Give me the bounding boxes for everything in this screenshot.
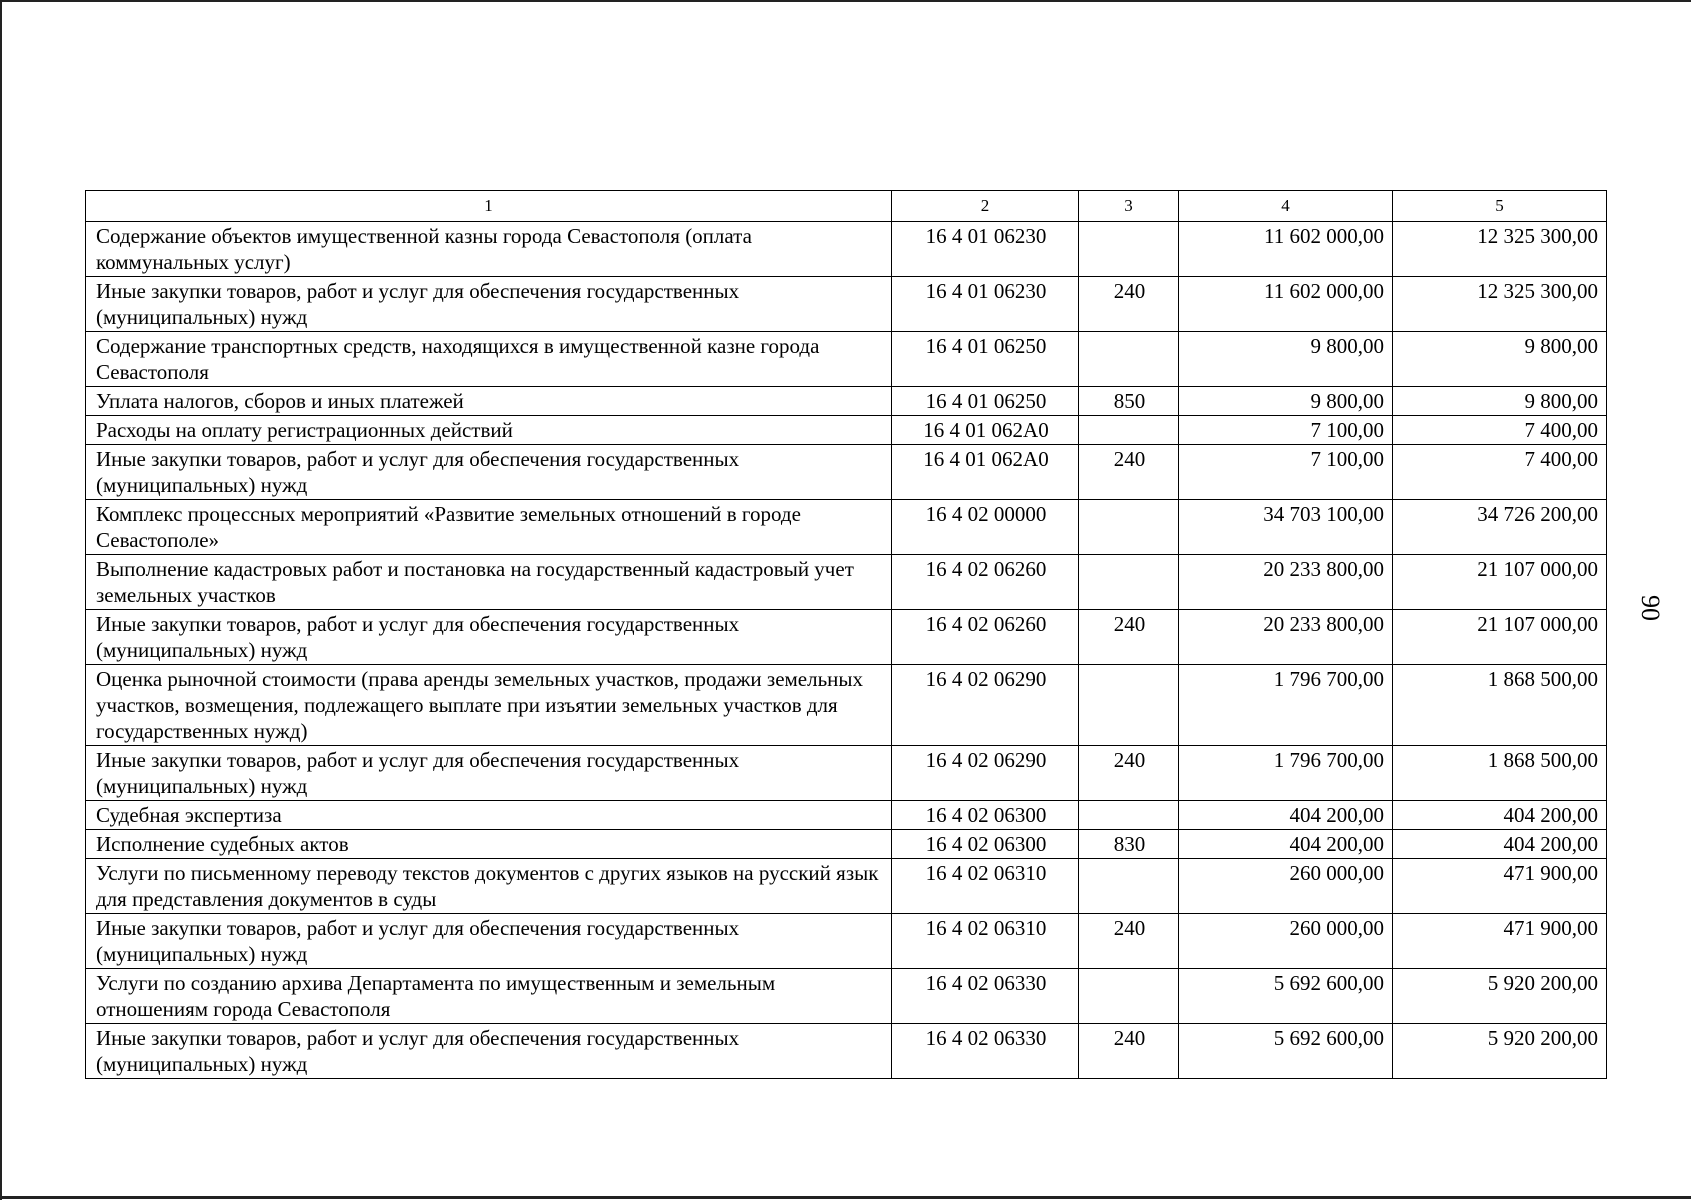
cell-amount-year-2: 7 400,00 <box>1393 416 1607 445</box>
cell-code: 16 4 02 06290 <box>892 665 1079 746</box>
cell-name: Иные закупки товаров, работ и услуг для обеспечения государственных (муниципальных) нужд <box>86 746 892 801</box>
cell-amount-year-1: 1 796 700,00 <box>1179 665 1393 746</box>
cell-expense-type: 830 <box>1079 830 1179 859</box>
table-row <box>86 416 1607 445</box>
cell-amount-year-2: 404 200,00 <box>1393 830 1607 859</box>
table-row <box>86 387 1607 416</box>
cell-code: 16 4 02 06310 <box>892 859 1079 914</box>
table-row <box>86 746 1607 801</box>
scan-edge-top <box>0 0 1691 2</box>
table-row <box>86 801 1607 830</box>
table-row <box>86 830 1607 859</box>
cell-expense-type <box>1079 416 1179 445</box>
cell-amount-year-2: 34 726 200,00 <box>1393 500 1607 555</box>
cell-amount-year-1: 9 800,00 <box>1179 387 1393 416</box>
header-col-3: 3 <box>1079 191 1179 222</box>
cell-name: Комплекс процессных мероприятий «Развитие земельных отношений в городе Севастополе» <box>86 500 892 555</box>
cell-amount-year-2: 9 800,00 <box>1393 387 1607 416</box>
cell-amount-year-2: 5 920 200,00 <box>1393 969 1607 1024</box>
cell-name: Иные закупки товаров, работ и услуг для обеспечения государственных (муниципальных) нужд <box>86 914 892 969</box>
header-col-2: 2 <box>892 191 1079 222</box>
cell-name: Иные закупки товаров, работ и услуг для обеспечения государственных (муниципальных) нужд <box>86 277 892 332</box>
cell-name: Содержание объектов имущественной казны города Севастополя (оплата коммунальных услуг) <box>86 222 892 277</box>
cell-code: 16 4 01 06250 <box>892 332 1079 387</box>
cell-name: Иные закупки товаров, работ и услуг для обеспечения государственных (муниципальных) нужд <box>86 610 892 665</box>
cell-expense-type <box>1079 969 1179 1024</box>
cell-expense-type <box>1079 555 1179 610</box>
cell-amount-year-2: 1 868 500,00 <box>1393 665 1607 746</box>
cell-code: 16 4 02 06260 <box>892 555 1079 610</box>
cell-expense-type <box>1079 859 1179 914</box>
cell-expense-type: 240 <box>1079 1024 1179 1079</box>
header-col-4: 4 <box>1179 191 1393 222</box>
cell-amount-year-1: 34 703 100,00 <box>1179 500 1393 555</box>
table-row <box>86 222 1607 277</box>
cell-amount-year-1: 260 000,00 <box>1179 859 1393 914</box>
cell-code: 16 4 01 06250 <box>892 387 1079 416</box>
cell-amount-year-1: 5 692 600,00 <box>1179 969 1393 1024</box>
cell-name: Услуги по письменному переводу текстов документов с других языков на русский язык для представления документов в суды <box>86 859 892 914</box>
cell-amount-year-1: 7 100,00 <box>1179 416 1393 445</box>
table-row <box>86 332 1607 387</box>
cell-amount-year-1: 11 602 000,00 <box>1179 222 1393 277</box>
cell-amount-year-2: 21 107 000,00 <box>1393 610 1607 665</box>
table-row <box>86 1024 1607 1079</box>
cell-expense-type <box>1079 500 1179 555</box>
cell-code: 16 4 02 06290 <box>892 746 1079 801</box>
cell-name: Судебная экспертиза <box>86 801 892 830</box>
table-body <box>86 222 1607 1079</box>
header-col-1: 1 <box>86 191 892 222</box>
cell-name: Услуги по созданию архива Департамента по имущественным и земельным отношениям города Севастополя <box>86 969 892 1024</box>
cell-amount-year-2: 5 920 200,00 <box>1393 1024 1607 1079</box>
cell-expense-type: 240 <box>1079 914 1179 969</box>
cell-code: 16 4 01 06230 <box>892 277 1079 332</box>
cell-amount-year-1: 9 800,00 <box>1179 332 1393 387</box>
cell-amount-year-1: 404 200,00 <box>1179 801 1393 830</box>
table-row <box>86 445 1607 500</box>
table-row <box>86 859 1607 914</box>
cell-code: 16 4 01 062А0 <box>892 416 1079 445</box>
cell-code: 16 4 02 06330 <box>892 1024 1079 1079</box>
cell-amount-year-2: 9 800,00 <box>1393 332 1607 387</box>
cell-amount-year-1: 1 796 700,00 <box>1179 746 1393 801</box>
budget-table <box>85 190 1607 1079</box>
cell-name: Иные закупки товаров, работ и услуг для обеспечения государственных (муниципальных) нужд <box>86 1024 892 1079</box>
cell-code: 16 4 01 062А0 <box>892 445 1079 500</box>
cell-amount-year-1: 20 233 800,00 <box>1179 555 1393 610</box>
cell-expense-type: 240 <box>1079 277 1179 332</box>
cell-expense-type: 240 <box>1079 445 1179 500</box>
cell-amount-year-1: 5 692 600,00 <box>1179 1024 1393 1079</box>
cell-expense-type <box>1079 222 1179 277</box>
cell-amount-year-1: 11 602 000,00 <box>1179 277 1393 332</box>
cell-expense-type: 850 <box>1079 387 1179 416</box>
cell-amount-year-2: 12 325 300,00 <box>1393 277 1607 332</box>
cell-amount-year-2: 21 107 000,00 <box>1393 555 1607 610</box>
cell-name: Выполнение кадастровых работ и постановка на государственный кадастровый учет земельных участков <box>86 555 892 610</box>
table-row <box>86 500 1607 555</box>
cell-amount-year-2: 7 400,00 <box>1393 445 1607 500</box>
cell-amount-year-2: 12 325 300,00 <box>1393 222 1607 277</box>
cell-amount-year-2: 471 900,00 <box>1393 914 1607 969</box>
cell-code: 16 4 02 06330 <box>892 969 1079 1024</box>
scan-edge-bottom <box>0 1196 1691 1199</box>
cell-amount-year-1: 20 233 800,00 <box>1179 610 1393 665</box>
cell-expense-type <box>1079 332 1179 387</box>
table-row <box>86 914 1607 969</box>
table-row <box>86 969 1607 1024</box>
cell-name: Содержание транспортных средств, находящихся в имущественной казне города Севастополя <box>86 332 892 387</box>
cell-code: 16 4 02 06300 <box>892 801 1079 830</box>
cell-amount-year-2: 404 200,00 <box>1393 801 1607 830</box>
cell-amount-year-1: 404 200,00 <box>1179 830 1393 859</box>
page-number: 90 <box>1636 595 1665 621</box>
cell-expense-type <box>1079 801 1179 830</box>
cell-name: Исполнение судебных актов <box>86 830 892 859</box>
cell-code: 16 4 02 00000 <box>892 500 1079 555</box>
cell-name: Иные закупки товаров, работ и услуг для обеспечения государственных (муниципальных) нужд <box>86 445 892 500</box>
cell-code: 16 4 02 06300 <box>892 830 1079 859</box>
cell-amount-year-2: 1 868 500,00 <box>1393 746 1607 801</box>
cell-name: Расходы на оплату регистрационных действий <box>86 416 892 445</box>
cell-name: Уплата налогов, сборов и иных платежей <box>86 387 892 416</box>
table-row <box>86 555 1607 610</box>
table-row <box>86 665 1607 746</box>
cell-amount-year-2: 471 900,00 <box>1393 859 1607 914</box>
cell-amount-year-1: 7 100,00 <box>1179 445 1393 500</box>
cell-expense-type: 240 <box>1079 610 1179 665</box>
cell-expense-type <box>1079 665 1179 746</box>
table-row <box>86 277 1607 332</box>
header-row <box>86 191 1607 222</box>
header-col-5: 5 <box>1393 191 1607 222</box>
scan-edge-left <box>0 0 2 1200</box>
cell-name: Оценка рыночной стоимости (права аренды земельных участков, продажи земельных участков, возмещения, подлежащего выплате при изъятии земельных участков для государственных нужд) <box>86 665 892 746</box>
cell-code: 16 4 01 06230 <box>892 222 1079 277</box>
table-row <box>86 610 1607 665</box>
cell-code: 16 4 02 06260 <box>892 610 1079 665</box>
table-header <box>86 191 1607 222</box>
cell-expense-type: 240 <box>1079 746 1179 801</box>
cell-code: 16 4 02 06310 <box>892 914 1079 969</box>
cell-amount-year-1: 260 000,00 <box>1179 914 1393 969</box>
